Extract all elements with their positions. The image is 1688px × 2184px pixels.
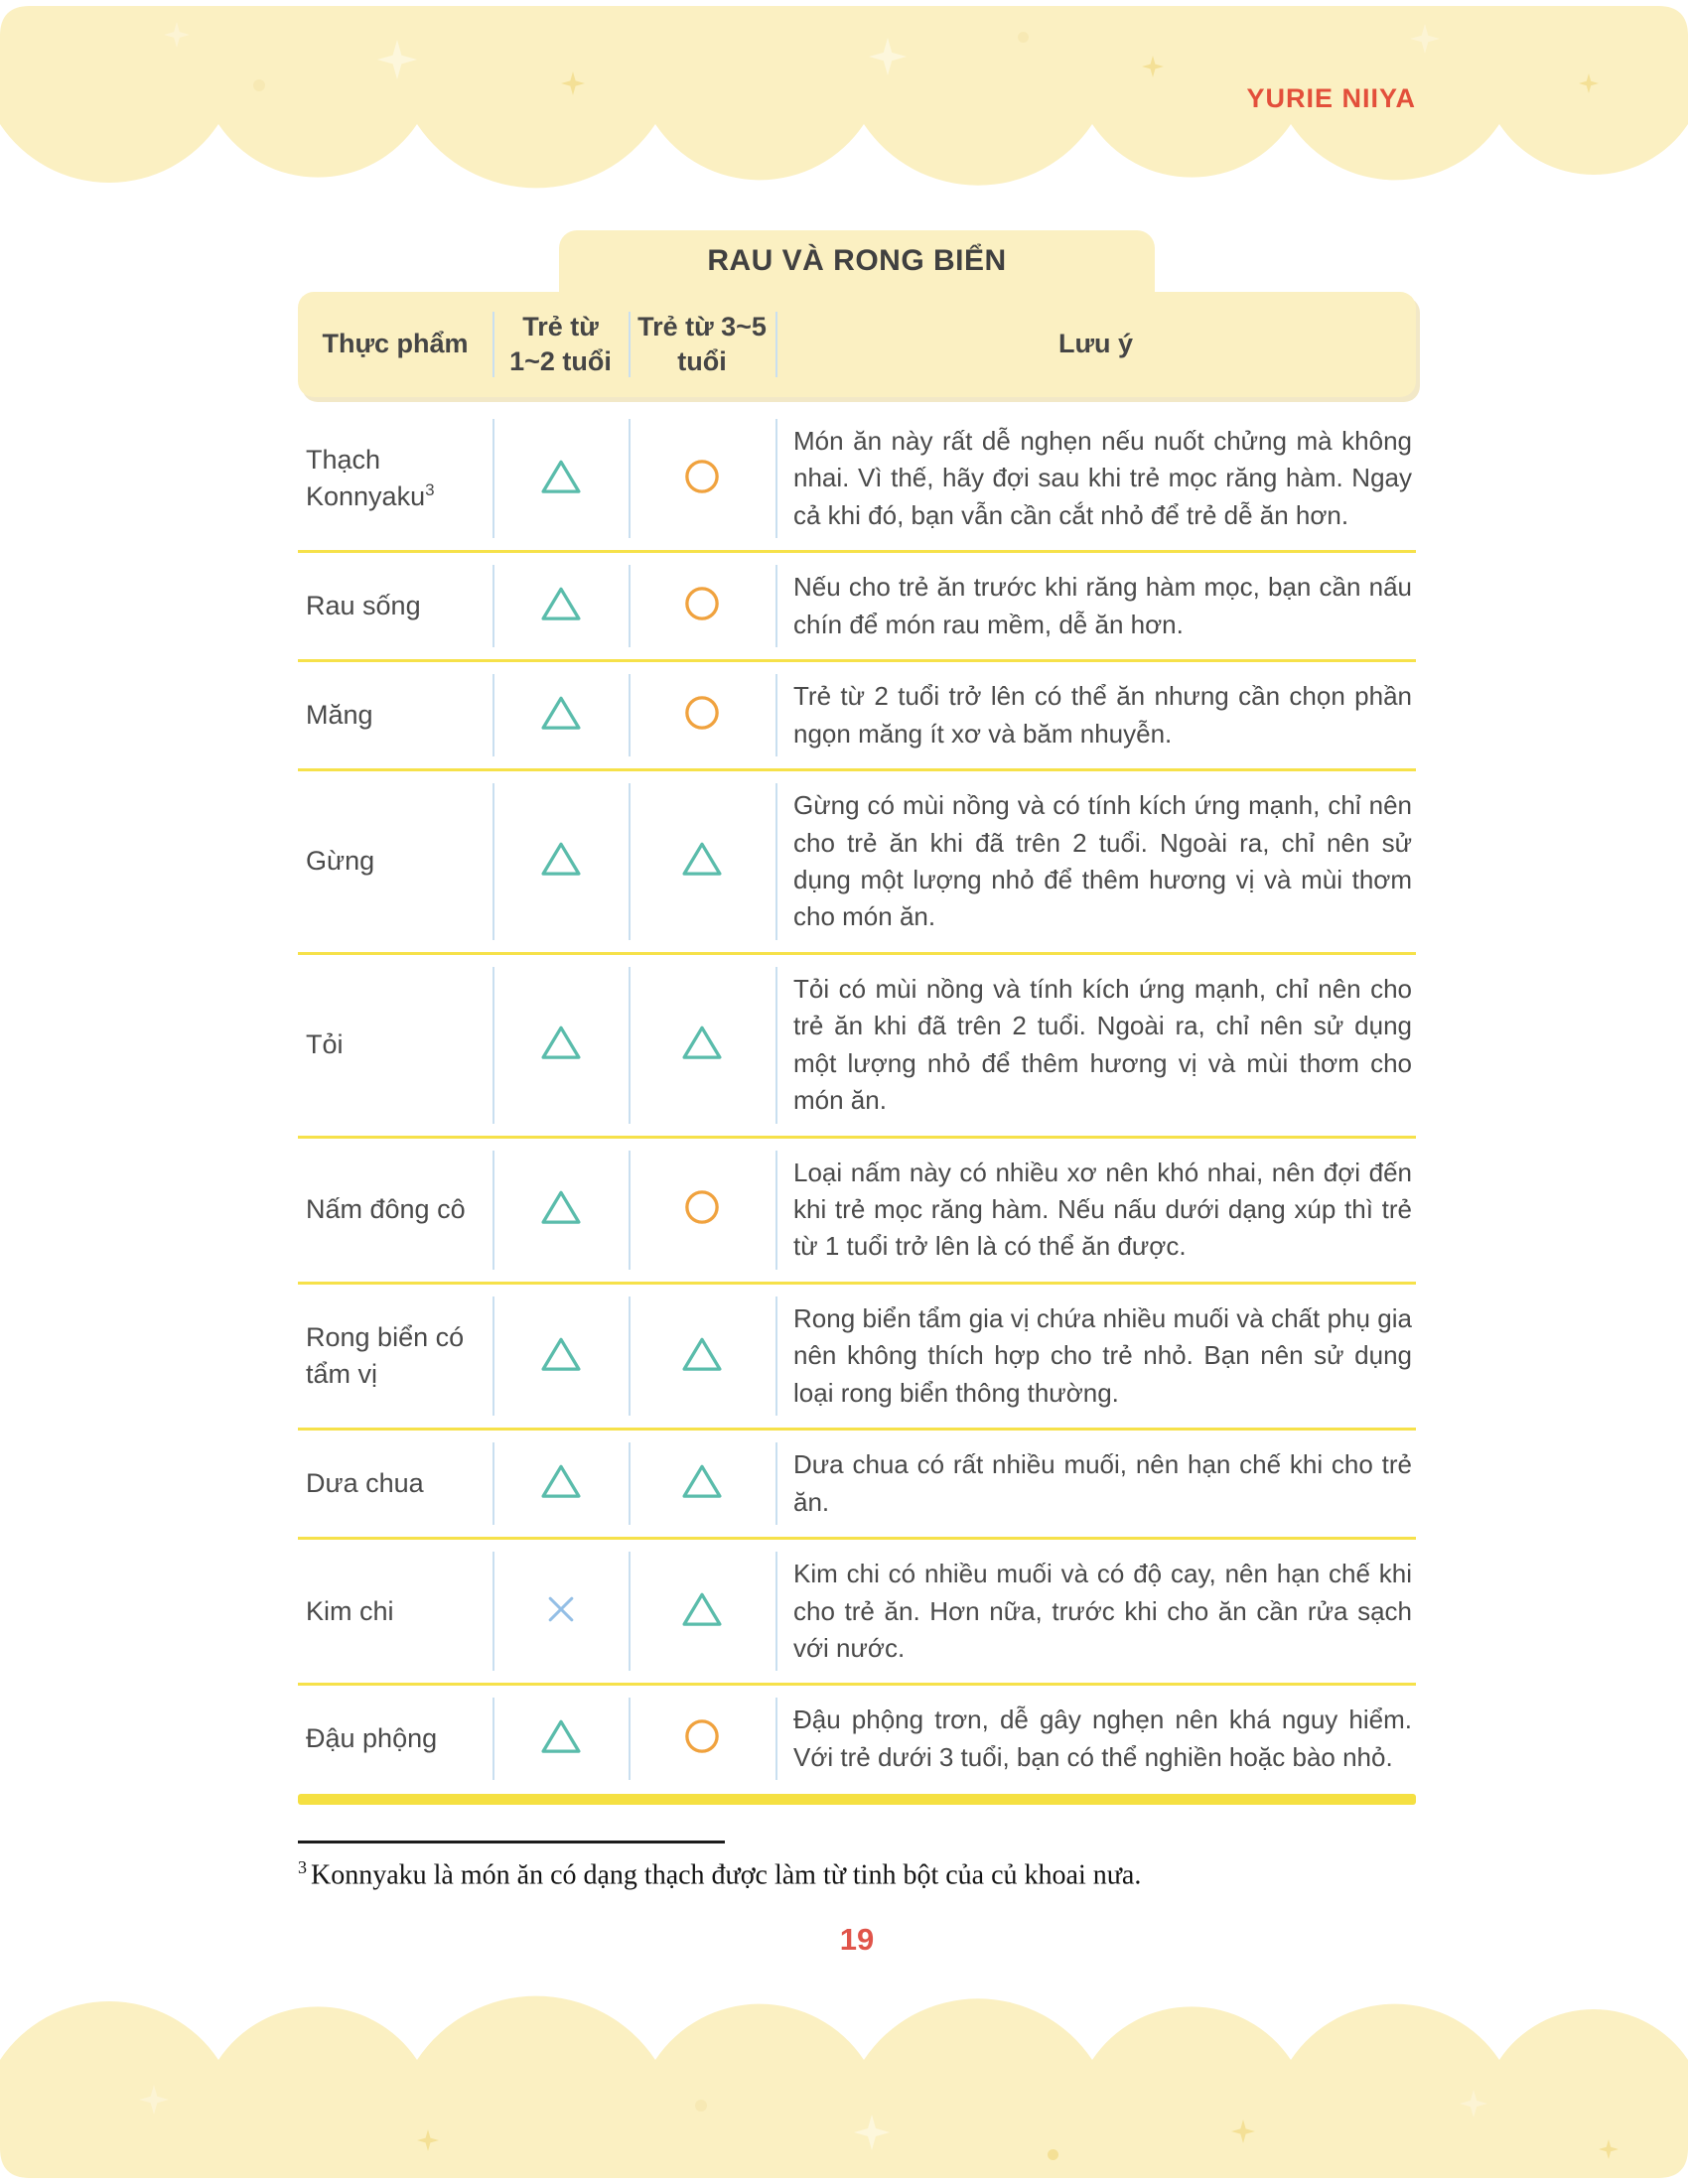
dot-icon <box>253 79 265 91</box>
age-3-5-cell <box>629 582 775 630</box>
age-1-2-cell <box>492 1714 629 1763</box>
circle-symbol-icon <box>680 1185 724 1234</box>
triangle-symbol-icon <box>539 455 583 503</box>
triangle-symbol-icon <box>539 1459 583 1508</box>
note-text: Món ăn này rất dễ nghẹn nếu nuốt chửng mà không nhai. Vì thế, hãy đợi sau khi trẻ mọc răng hàm. Ngay cả khi đó, bạn vẫn cần cắt nhỏ để trẻ dễ ăn hơn. <box>793 426 1412 530</box>
age-1-2-cell <box>492 582 629 630</box>
circle-symbol-icon <box>680 691 724 740</box>
dot-icon <box>695 2100 707 2112</box>
triangle-symbol-icon <box>680 1459 724 1508</box>
food-name: Đậu phộng <box>306 1723 438 1754</box>
column-divider <box>492 1698 494 1780</box>
column-divider <box>629 1442 631 1525</box>
header-food: Thực phẩm <box>322 329 469 359</box>
note-text: Gừng có mùi nồng và có tính kích ứng mạnh, chỉ nên cho trẻ ăn khi đã trên 2 tuổi. Ngoài ra, chỉ nên sử dụng một lượng nhỏ để thêm hương vị và mùi thơm cho món ăn. <box>793 790 1412 932</box>
circle-symbol-icon <box>680 1714 724 1763</box>
footnote-marker: 3 <box>298 1857 307 1878</box>
bottom-decoration <box>0 1990 1688 2184</box>
column-divider <box>492 1297 494 1416</box>
column-divider <box>775 312 777 377</box>
column-divider <box>492 967 494 1124</box>
content-area <box>298 230 1416 1958</box>
footnote <box>298 1841 1416 1891</box>
dot-icon <box>1048 2149 1058 2160</box>
column-divider <box>492 312 494 377</box>
column-divider <box>492 783 494 940</box>
food-name: Măng <box>306 700 373 730</box>
age-3-5-cell <box>629 1021 775 1069</box>
column-divider <box>629 312 631 377</box>
triangle-symbol-icon <box>539 1332 583 1381</box>
column-divider <box>775 565 777 647</box>
age-1-2-cell <box>492 691 629 740</box>
note-text: Đậu phộng trơn, dễ gây nghẹn nên khá nguy hiểm. Với trẻ dưới 3 tuổi, bạn có thể nghiền hoặc bào nhỏ. <box>793 1705 1412 1772</box>
age-3-5-cell <box>629 1185 775 1234</box>
note-text: Rong biển tẩm gia vị chứa nhiều muối và chất phụ gia nên không thích hợp cho trẻ nhỏ. Bạn nên sử dụng loại rong biển thông thường. <box>793 1302 1412 1408</box>
table-row <box>298 1686 1416 1792</box>
dot-icon <box>1018 32 1029 43</box>
table-bottom-border <box>298 1794 1416 1805</box>
table-row <box>298 553 1416 662</box>
note-text: Dưa chua có rất nhiều muối, nên hạn chế khi cho trẻ ăn. <box>793 1449 1412 1517</box>
column-divider <box>775 1297 777 1416</box>
page-number: 19 <box>839 1921 875 1957</box>
column-divider <box>775 1151 777 1270</box>
age-3-5-cell <box>629 1714 775 1763</box>
column-divider <box>492 1442 494 1525</box>
triangle-symbol-icon <box>680 1021 724 1069</box>
circle-symbol-icon <box>680 455 724 503</box>
table-header-row <box>298 292 1416 397</box>
food-name: Nấm đông cô <box>306 1194 466 1225</box>
age-3-5-cell <box>629 1587 775 1636</box>
top-decoration <box>0 0 1688 194</box>
food-name: Thạch Konnyaku$^3$ <box>306 444 435 512</box>
column-divider <box>492 1552 494 1671</box>
age-1-2-cell <box>492 1589 629 1634</box>
footnote-text: $^3$ Konnyaku là món ăn có dạng thạch được làm từ tinh bột của củ khoai nưa. <box>298 1857 1142 1891</box>
table-row <box>298 1285 1416 1431</box>
header-notes: Lưu ý <box>1057 329 1134 359</box>
food-name: Rong biển có tẩm vị <box>306 1321 465 1390</box>
table-row <box>298 771 1416 955</box>
food-name: Tỏi <box>306 1029 344 1060</box>
age-1-2-cell <box>492 1459 629 1508</box>
note-text: Trẻ từ 2 tuổi trở lên có thể ăn nhưng cần chọn phần ngọn măng ít xơ và băm nhuyễn. <box>793 681 1412 749</box>
note-text: Loại nấm này có nhiều xơ nên khó nhai, nên đợi đến khi trẻ mọc răng hàm. Nếu nấu dưới dạng xúp thì trẻ từ 1 tuổi trở lên là có thể ăn được. <box>793 1157 1412 1262</box>
column-divider <box>775 674 777 756</box>
column-divider <box>629 419 631 538</box>
column-divider <box>629 967 631 1124</box>
column-divider <box>775 1698 777 1780</box>
note-text: Nếu cho trẻ ăn trước khi răng hàm mọc, bạn cần nấu chín để món rau mềm, dễ ăn hơn. <box>793 572 1412 639</box>
age-1-2-cell <box>492 1332 629 1381</box>
age-3-5-cell <box>629 1332 775 1381</box>
age-3-5-cell <box>629 1459 775 1508</box>
triangle-symbol-icon <box>680 1332 724 1381</box>
column-divider <box>629 783 631 940</box>
age-3-5-cell <box>629 691 775 740</box>
table-row <box>298 1540 1416 1686</box>
table-row <box>298 1139 1416 1285</box>
column-divider <box>629 1552 631 1671</box>
food-name: Gừng <box>306 846 375 877</box>
column-divider <box>629 1151 631 1270</box>
table-row <box>298 407 1416 553</box>
food-name: Dưa chua <box>306 1468 424 1498</box>
column-divider <box>775 1552 777 1671</box>
age-1-2-cell <box>492 1185 629 1234</box>
triangle-symbol-icon <box>539 837 583 886</box>
triangle-symbol-icon <box>539 691 583 740</box>
circle-symbol-icon <box>680 582 724 630</box>
column-divider <box>775 1442 777 1525</box>
column-divider <box>492 419 494 538</box>
triangle-symbol-icon <box>539 1185 583 1234</box>
age-3-5-cell <box>629 837 775 886</box>
age-3-5-cell <box>629 455 775 503</box>
header-age-1-2: Trẻ từ 1~2 tuổi <box>509 311 612 376</box>
table-row <box>298 662 1416 771</box>
bottom-scallop <box>0 1990 1688 2184</box>
triangle-symbol-icon <box>539 582 583 630</box>
age-1-2-cell <box>492 1021 629 1069</box>
column-divider <box>629 1297 631 1416</box>
table-body <box>298 407 1416 1792</box>
column-divider <box>629 1698 631 1780</box>
column-divider <box>492 674 494 756</box>
table-row <box>298 955 1416 1139</box>
column-divider <box>775 419 777 538</box>
column-divider <box>492 565 494 647</box>
column-divider <box>629 565 631 647</box>
column-divider <box>775 967 777 1124</box>
note-text: Tỏi có mùi nồng và tính kích ứng mạnh, chỉ nên cho trẻ ăn khi đã trên 2 tuổi. Ngoài ra, chỉ nên sử dụng một lượng nhỏ để thêm hương vị và mùi thơm cho món ăn. <box>793 973 1412 1116</box>
note-text: Kim chi có nhiều muối và có độ cay, nên hạn chế khi cho trẻ ăn. Hơn nữa, trước khi cho ăn cần rửa sạch với nước. <box>793 1559 1412 1663</box>
column-divider <box>775 783 777 940</box>
triangle-symbol-icon <box>680 1587 724 1636</box>
age-1-2-cell <box>492 455 629 503</box>
table-title: RAU VÀ RONG BIỂN <box>707 244 1007 277</box>
triangle-symbol-icon <box>539 1021 583 1069</box>
top-scallop <box>0 0 1688 194</box>
food-name: Rau sống <box>306 591 421 621</box>
table-row <box>298 1431 1416 1540</box>
column-divider <box>629 674 631 756</box>
table-title-tab <box>559 230 1155 292</box>
food-name: Kim chi <box>306 1595 394 1626</box>
footnote-divider <box>298 1841 725 1843</box>
column-divider <box>492 1151 494 1270</box>
triangle-symbol-icon <box>539 1714 583 1763</box>
triangle-symbol-icon <box>680 837 724 886</box>
header-age-3-5: Trẻ từ 3~5 tuổi <box>637 311 767 376</box>
age-1-2-cell <box>492 837 629 886</box>
author-name: YURIE NIIYA <box>1246 83 1416 113</box>
cross-symbol-icon <box>541 1589 581 1634</box>
